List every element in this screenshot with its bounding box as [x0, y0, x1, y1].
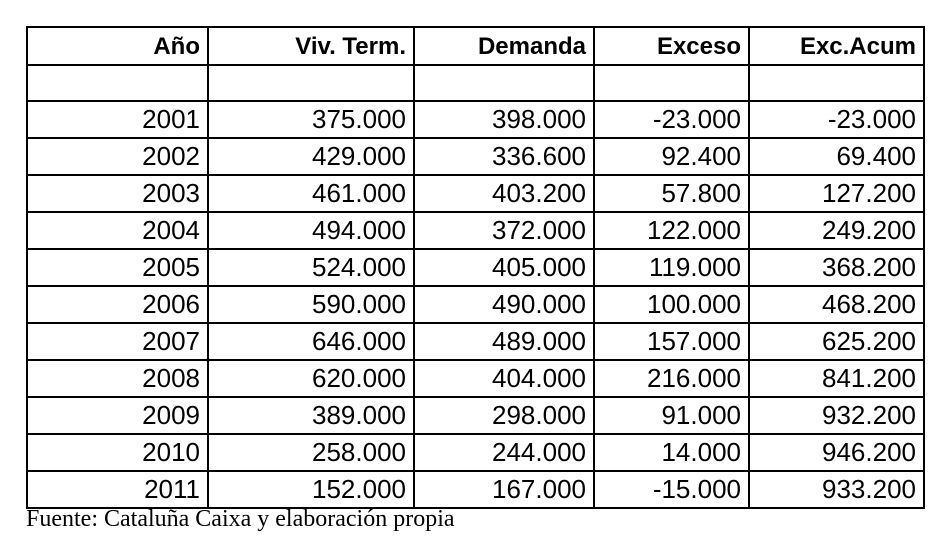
cell-excess: 14.000	[594, 434, 749, 471]
cell-demand: 167.000	[414, 471, 594, 508]
table-row	[27, 101, 924, 138]
cell-demand: 490.000	[414, 286, 594, 323]
cell-demand: 298.000	[414, 397, 594, 434]
cell-excess: 122.000	[594, 212, 749, 249]
empty-cell	[27, 65, 208, 101]
cell-demand: 403.200	[414, 175, 594, 212]
cell-year: 2003	[27, 175, 208, 212]
cell-completed-homes: 461.000	[208, 175, 414, 212]
source-note: Fuente: Cataluña Caixa y elaboración propia	[26, 506, 455, 532]
cell-demand: 398.000	[414, 101, 594, 138]
cell-year: 2011	[27, 471, 208, 508]
cell-accumulated-excess: 932.200	[749, 397, 924, 434]
table-row	[27, 397, 924, 434]
cell-demand: 405.000	[414, 249, 594, 286]
cell-completed-homes: 590.000	[208, 286, 414, 323]
cell-excess: -23.000	[594, 101, 749, 138]
table-row	[27, 323, 924, 360]
cell-year: 2004	[27, 212, 208, 249]
cell-completed-homes: 524.000	[208, 249, 414, 286]
cell-year: 2009	[27, 397, 208, 434]
cell-completed-homes: 429.000	[208, 138, 414, 175]
cell-excess: 119.000	[594, 249, 749, 286]
cell-accumulated-excess: 127.200	[749, 175, 924, 212]
cell-excess: 157.000	[594, 323, 749, 360]
housing-data-table	[26, 26, 925, 509]
cell-demand: 372.000	[414, 212, 594, 249]
header-demand: Demanda	[414, 27, 594, 65]
cell-demand: 336.600	[414, 138, 594, 175]
table-row	[27, 471, 924, 508]
cell-year: 2006	[27, 286, 208, 323]
header-excess: Exceso	[594, 27, 749, 65]
cell-accumulated-excess: 946.200	[749, 434, 924, 471]
header-completed-homes: Viv. Term.	[208, 27, 414, 65]
table-row	[27, 434, 924, 471]
cell-completed-homes: 258.000	[208, 434, 414, 471]
cell-completed-homes: 646.000	[208, 323, 414, 360]
cell-accumulated-excess: 933.200	[749, 471, 924, 508]
empty-row	[27, 65, 924, 101]
cell-excess: 57.800	[594, 175, 749, 212]
cell-completed-homes: 494.000	[208, 212, 414, 249]
cell-accumulated-excess: 249.200	[749, 212, 924, 249]
table-row	[27, 360, 924, 397]
table-row	[27, 212, 924, 249]
table-row	[27, 286, 924, 323]
header-accumulated-excess: Exc.Acum	[749, 27, 924, 65]
cell-accumulated-excess: 468.200	[749, 286, 924, 323]
empty-cell	[594, 65, 749, 101]
cell-year: 2008	[27, 360, 208, 397]
empty-cell	[208, 65, 414, 101]
header-year: Año	[27, 27, 208, 65]
cell-excess: 91.000	[594, 397, 749, 434]
empty-cell	[414, 65, 594, 101]
cell-completed-homes: 389.000	[208, 397, 414, 434]
cell-excess: 100.000	[594, 286, 749, 323]
cell-accumulated-excess: 841.200	[749, 360, 924, 397]
cell-year: 2007	[27, 323, 208, 360]
table-row	[27, 138, 924, 175]
cell-demand: 489.000	[414, 323, 594, 360]
table-row	[27, 175, 924, 212]
cell-accumulated-excess: 69.400	[749, 138, 924, 175]
cell-year: 2010	[27, 434, 208, 471]
cell-excess: 92.400	[594, 138, 749, 175]
cell-demand: 244.000	[414, 434, 594, 471]
header-row	[27, 27, 924, 65]
cell-accumulated-excess: 368.200	[749, 249, 924, 286]
cell-excess: -15.000	[594, 471, 749, 508]
cell-year: 2002	[27, 138, 208, 175]
cell-year: 2001	[27, 101, 208, 138]
table-row	[27, 249, 924, 286]
cell-year: 2005	[27, 249, 208, 286]
cell-demand: 404.000	[414, 360, 594, 397]
cell-completed-homes: 152.000	[208, 471, 414, 508]
cell-completed-homes: 375.000	[208, 101, 414, 138]
cell-completed-homes: 620.000	[208, 360, 414, 397]
empty-cell	[749, 65, 924, 101]
cell-accumulated-excess: 625.200	[749, 323, 924, 360]
cell-accumulated-excess: -23.000	[749, 101, 924, 138]
cell-excess: 216.000	[594, 360, 749, 397]
